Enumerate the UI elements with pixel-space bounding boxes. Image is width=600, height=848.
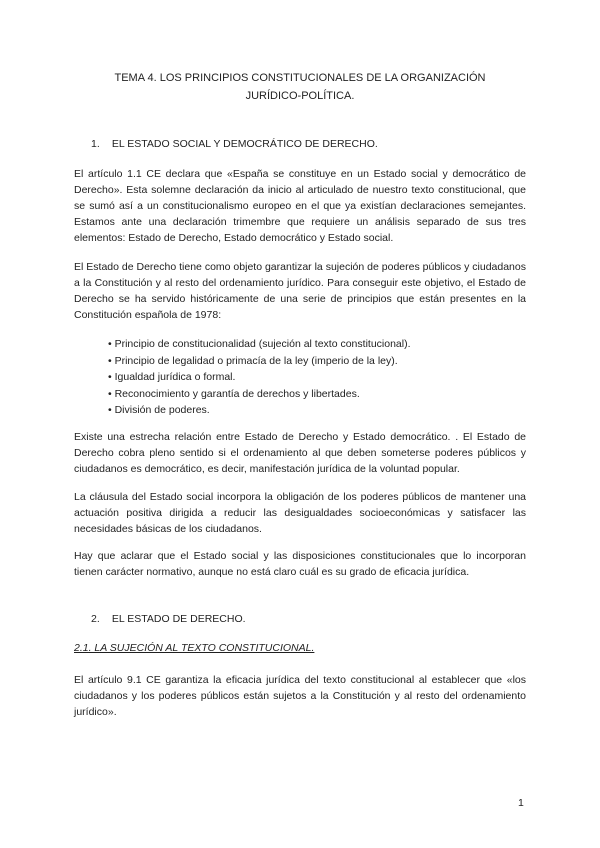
list-item: • Principio de legalidad o primacía de la ley (imperio de la ley). bbox=[108, 354, 398, 367]
paragraph-3: Existe una estrecha relación entre Estado de Derecho y Estado democrático. . El Estado de Derecho cobra pleno sentido si el ordenamiento al que deben someterse poderes públicos y ciudadanos es democrático, es decir, manifestación jurídica de la voluntad popular. bbox=[74, 431, 526, 475]
title-line-2: JURÍDICO-POLÍTICA. bbox=[245, 90, 355, 102]
section-number: 1. bbox=[91, 138, 100, 150]
paragraph-6: El artículo 9.1 CE garantiza la eficacia jurídica del texto constitucional al establecer que «los ciudadanos y los poderes públicos están sujetos a la Constitución y al resto del ordenamiento jurídico». bbox=[74, 674, 526, 718]
section-number: 2. bbox=[91, 613, 100, 625]
section-heading-1 bbox=[91, 138, 378, 150]
section-title: EL ESTADO SOCIAL Y DEMOCRÁTICO DE DERECHO. bbox=[111, 138, 378, 150]
paragraph-1: El artículo 1.1 CE declara que «España se constituye en un Estado social y democrático de Derecho». Esta solemne declaración da inicio al articulado de nuestro texto constitucional, que se sumó así a un constitucionalismo europeo en el que ya existían declaraciones semejantes. Estamos ante una declaración trimembre que requiere un análisis separado de sus tres elementos: Estado de Derecho, Estado democrático y Estado social. bbox=[74, 168, 526, 244]
subsection-heading: 2.1. LA SUJECIÓN AL TEXTO CONSTITUCIONAL. bbox=[74, 642, 315, 654]
paragraph-5: Hay que aclarar que el Estado social y las disposiciones constitucionales que lo incorporan tienen carácter normativo, aunque no está claro cuál es su grado de eficacia jurídica. bbox=[74, 550, 526, 578]
paragraph-4: La cláusula del Estado social incorpora la obligación de los poderes públicos de mantener una actuación positiva dirigida a reducir las desigualdades socioeconómicas y satisfacer las necesidades básicas de los ciudadanos. bbox=[74, 491, 526, 535]
list-item: • Igualdad jurídica o formal. bbox=[108, 371, 236, 383]
page-number: 1 bbox=[518, 797, 524, 809]
list-item: • Principio de constitucionalidad (sujeción al texto constitucional). bbox=[108, 338, 411, 350]
principles-list bbox=[108, 336, 411, 419]
section-heading-2 bbox=[91, 613, 246, 625]
document-title bbox=[74, 69, 526, 105]
paragraph-2: El Estado de Derecho tiene como objeto garantizar la sujeción de poderes públicos y ciudadanos a la Constitución y al resto del ordenamiento jurídico. Para conseguir este objetivo, el Estado de Derecho se ha servido históricamente de una serie de principios que están presentes en la Constitución española de 1978: bbox=[74, 261, 526, 321]
section-title: EL ESTADO DE DERECHO. bbox=[111, 613, 246, 625]
list-item: • Reconocimiento y garantía de derechos y libertades. bbox=[108, 387, 360, 400]
title-line-1: TEMA 4. LOS PRINCIPIOS CONSTITUCIONALES DE LA ORGANIZACIÓN bbox=[114, 72, 486, 84]
list-item: • División de poderes. bbox=[108, 404, 210, 416]
